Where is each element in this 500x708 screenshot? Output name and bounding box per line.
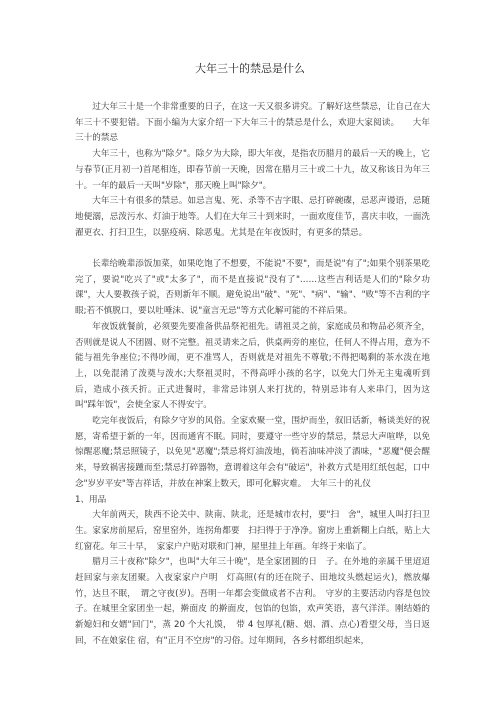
paragraph-auspicious-words: 长辈给晚辈添饭加菜，如果吃饱了不想要，不能说"不要"，而是说"有了";如果个别茶果吃完了，要说"吃兴了"或"太多了"，而不是直接说"没有了"……这些吉利话是人们的"除夕功课"，大人要教孩子说，否则新年不顺。避免说出"破"、"死"、"病"、"输"、"败"等不吉利的字眼;若不慎脱口，要以吐唾沫、说"童言无忌"等方式化解可能的不祥后果。 [75, 259, 430, 317]
paragraph-ancestor-worship: 年夜饭就餐前，必须要先要准备供品祭祀祖先。请祖灵之前，家庭成员和物品必须齐全，否则就是说人不团圆、财不完整。祖灵请来之后，供桌两旁的座位，任何人不得占用，意为不能与祖先争座位;不得吵闹，更不准骂人，否则就是对祖先不尊敬;不得把喝剩的茶水泼在地上，以免混淆了泼奠与泼水;大祭祖灵时，不得高呼小孩的名字，以免大门外无主鬼魂听到后，造成小孩夭折。正式进餐时，非常忌讳别人来打扰的，特别忌讳有人来串门，因为这叫"踩年饭"，会使全家人不得安宁。 [75, 321, 430, 411]
paragraph-cleaning: 大年前两天，陕西不论关中、陕南、陕北，还是城市农村，要"扫 舍"，城里人叫打扫卫生。家家房前屋后，窑里窑外，连拐角都要 扫扫得于于净净。窗房上重新糊上白纸，贴上大红窗花。年三十早， 家家户户贴对联和门神，屋里挂上年画。年终于来临了。 [75, 510, 430, 552]
paragraph-taboos: 大年三十有很多的禁忌。如忌言鬼、死、杀等不吉字眼、忌打碎碗碟，忌恶声谩语，忌随地便溺，忌泼污水、灯油于地等。人们在大年三十到来时，一面欢度佳节，喜庆丰收，一面洗濯更衣、打扫卫生，以驱疫病、除恶鬼。尤其是在年夜饭时，有更多的禁忌。 [75, 196, 430, 238]
paragraph-new-year-eve: 腊月三十夜称"除夕"，也叫"大年三十晚"，是全家团圆的日 子。在外地的亲属千里迢迢赶回家与亲友团聚。入夜家家户户明 灯高照(有的还在院子、田地坟头燃起运火)，燃放爆竹，达旦不眠， 谓之守夜(岁)。吾明一年都会变做成者不吉利。 守岁的主要活动内容是包饺子。在城里全家团坐一起，擀面皮 的擀面皮，包馅的包馅，欢声笑语，喜气洋洋。刚结婚的新媳妇和女婿"回门"，蒸 20 个大礼馍， 带 4 包厚礼(糖、烟、酒、点心)看望父母，当日返回，不在娘家住 宿，有"正月不空房"的习俗。过年期间，各乡村都组织起来， [75, 557, 430, 646]
document-body [75, 100, 430, 650]
section-heading-items: 1、用品 [75, 494, 107, 505]
document-title: 大年三十的禁忌是什么 [195, 62, 305, 75]
paragraph-definition: 大年三十，也称为"除夕"。除夕为大除，即大年夜，是指农历腊月的最后一天的晚上，它与春节(正月初一)首尾相连，即春节前一天晚，因常在腊月三十或二十九，故又称该日为年三十。一年的最后一天叫"岁除"，那天晚上叫"除夕"。 [75, 149, 430, 191]
paragraph-shousui: 吃完年夜饭后，有除夕守岁的风俗。全家欢聚一堂，围炉而坐，叙旧话新，畅谈美好的祝愿，寄希望于新的一年，因而通宵不眠。同时，要遵守一些守岁的禁忌，禁忌大声喧哗，以免惊醒恶魔;禁忌照镜子，以免见"恶魔";禁忌将灯油泼地，倘若油味冲淡了酒味，"恶魔"便会醒来，导致祸害接踵而至;禁忌打碎器物，意谓着这年会有"破运"，补救方式是用红纸包起，口中念"岁岁平安"等吉祥话，并放在神案上数天，即可化解灾难。 大年三十的礼仪 [75, 416, 430, 489]
paragraph-intro: 过大年三十是一个非常重要的日子，在这一天又很多讲究。了解好这些禁忌，让自己在大年三十不要犯错。下面小编为大家介绍一下大年三十的禁忌是什么，欢迎大家阅读。 大年三十的禁忌 [75, 102, 430, 144]
